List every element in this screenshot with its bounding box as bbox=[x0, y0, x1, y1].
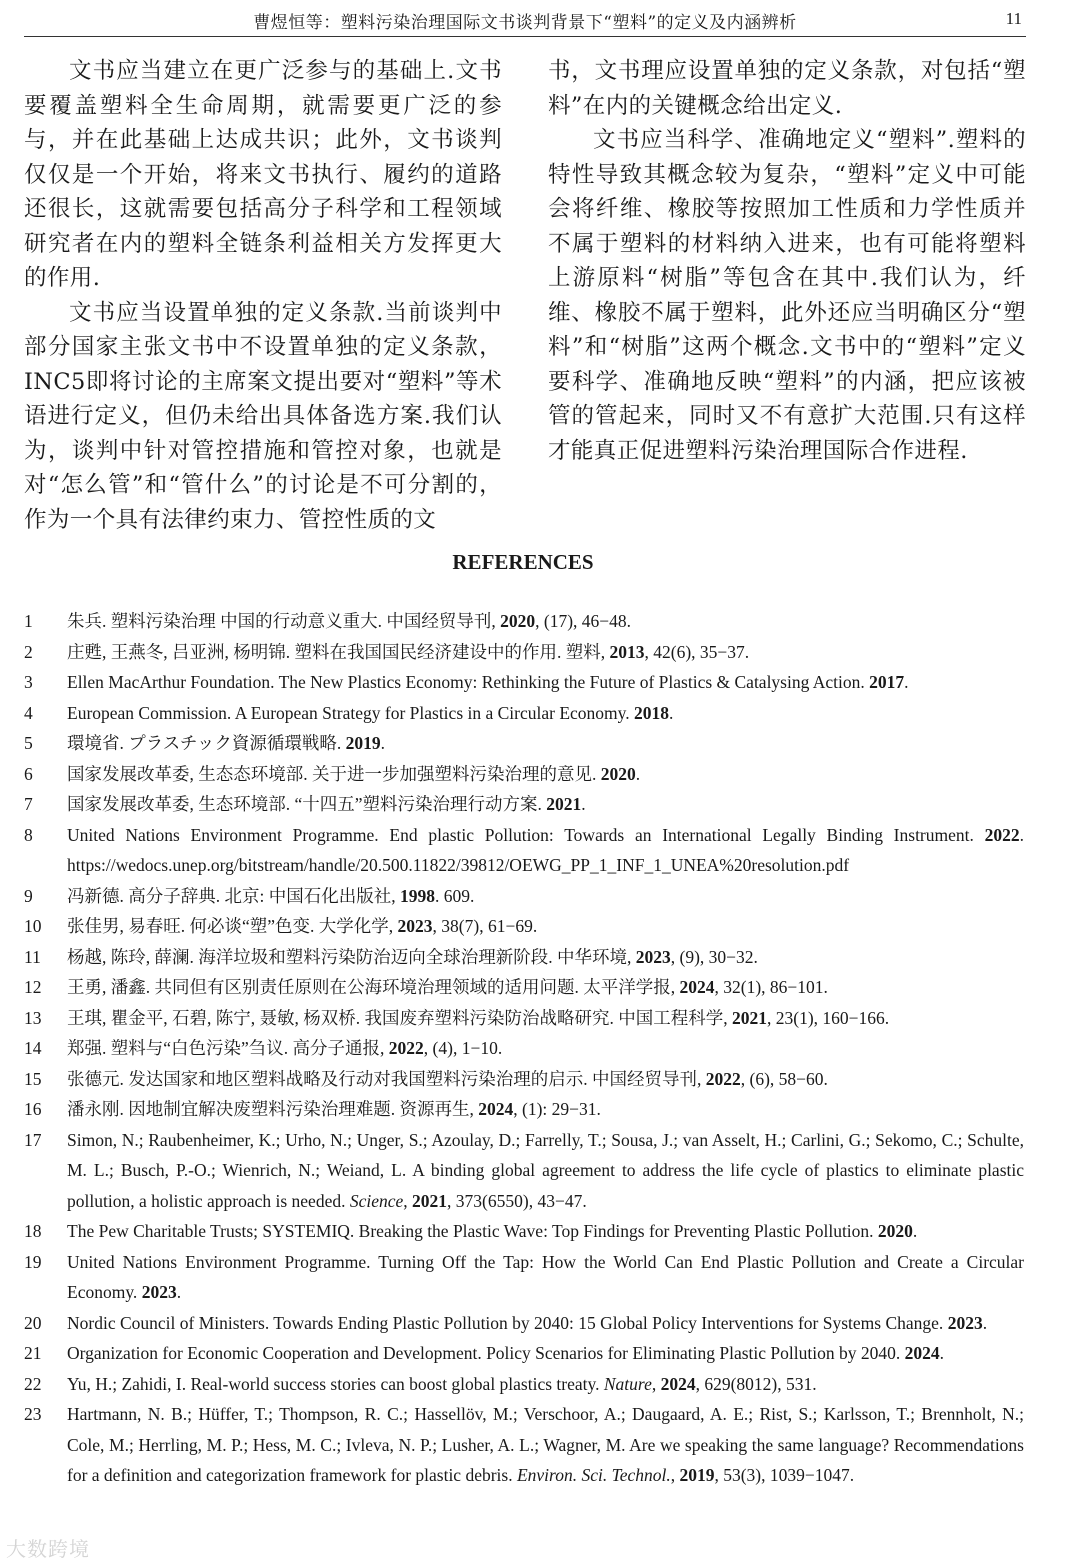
paragraph-broad-participation: 文书应当建立在更广泛参与的基础上.文书要覆盖塑料全生命周期，就需要更广泛的参与，并在此基础上达成共识；此外，文书谈判仅仅是一个开始，将来文书执行、履约的道路还很长，这就需要包括高分子科学和工程领域研究者在内的塑料全链条利益相关方发挥更大的作用. bbox=[24, 58, 502, 291]
reference-text: 国家发展改革委, 生态环境部. “十四五”塑料污染治理行动方案. bbox=[67, 794, 547, 814]
paragraph-definition-clause-continued: 书，文书理应设置单独的定义条款，对包括“塑料”在内的关键概念给出定义. bbox=[548, 58, 1026, 119]
reference-year: 1998 bbox=[400, 885, 435, 906]
reference-year: 2023 bbox=[141, 1282, 177, 1302]
paragraph-scientific-definition: 文书应当科学、准确地定义“塑料”.塑料的特性导致其概念较为复杂，“塑料”定义中可能会将纤维、橡胶等按照加工性质和力学性质并不属于塑料的材料纳入进来，也有可能将塑料上游原料“树脂”等包含在其中.我们认为，纤维、橡胶不属于塑料，此外还应当明确区分“塑料”和“树脂”这两个概念.文书中的“塑料”定义要科学、准确地反映“塑料”的内涵，把应该被管的管起来，同时又不有意扩大范围.只有这样才能真正促进塑料污染治理国际合作进程. bbox=[548, 127, 1026, 464]
reference-text: 郑强. 塑料与“白色污染”刍议. 高分子通报, bbox=[67, 1038, 389, 1058]
reference-text: 国家发展改革委, 生态态环境部. 关于进一步加强塑料污染治理的意见. bbox=[67, 763, 601, 784]
reference-text: 张德元. 发达国家和地区塑料战略及行动对我国塑料污染治理的启示. 中国经贸导刊, bbox=[67, 1068, 706, 1089]
reference-details: . bbox=[904, 672, 909, 692]
reference-details: . bbox=[635, 763, 641, 784]
reference-number: 15 bbox=[24, 1068, 42, 1089]
reference-number: 16 bbox=[24, 1099, 42, 1119]
reference-year: 2020 bbox=[877, 1221, 913, 1241]
reference-text: 環境省. プラスチック資源循環戦略. bbox=[67, 733, 346, 753]
reference-year: 2024 bbox=[660, 1373, 696, 1394]
reference-details: , 32(1), 86−101. bbox=[714, 977, 828, 997]
reference-item bbox=[24, 1338, 1024, 1369]
reference-text: 王勇, 潘鑫. 共同但有区别责任原则在公海环境治理领域的适用问题. 太平洋学报, bbox=[67, 977, 680, 997]
reference-number: 9 bbox=[24, 885, 33, 906]
reference-item bbox=[24, 1033, 1024, 1064]
reference-item bbox=[24, 1247, 1024, 1308]
reference-year: 2017 bbox=[869, 672, 905, 692]
reference-year: 2024 bbox=[478, 1099, 514, 1119]
reference-item bbox=[24, 1216, 1024, 1247]
reference-details: . bbox=[912, 1221, 918, 1241]
reference-details: . bbox=[380, 733, 385, 753]
reference-item bbox=[24, 1003, 1024, 1034]
reference-item bbox=[24, 637, 1024, 668]
reference-journal: Science bbox=[349, 1190, 404, 1211]
reference-item bbox=[24, 728, 1024, 759]
reference-item bbox=[24, 972, 1024, 1003]
reference-number: 5 bbox=[24, 733, 33, 753]
reference-details: . bbox=[581, 794, 586, 814]
reference-year: 2022 bbox=[984, 824, 1020, 845]
reference-item bbox=[24, 820, 1024, 881]
reference-number: 11 bbox=[24, 946, 41, 967]
reference-number: 12 bbox=[24, 977, 42, 997]
reference-text: Simon, N.; Raubenheimer, K.; Urho, N.; Unger, S.; Azoulay, D.; Farrelly, T.; Sousa, J.; van Asselt, H.; Carlini, G.; Sekomo, C.; Schulte, M. L.; Busch, P.-O.; Wienrich, N.; Weiand, L. A binding global agreement to address the life cycle of plastics to eliminate plastic pollution, a holistic approach is needed. bbox=[67, 1129, 1024, 1211]
reference-item bbox=[24, 698, 1024, 729]
reference-item bbox=[24, 606, 1024, 637]
reference-text: Yu, H.; Zahidi, I. Real-world success stories can boost global plastics treaty. bbox=[67, 1373, 604, 1394]
reference-year: 2024 bbox=[904, 1343, 940, 1363]
reference-item bbox=[24, 881, 1024, 912]
reference-text: United Nations Environment Programme. End plastic Pollution: Towards an International Legally Binding Instrument. bbox=[67, 824, 985, 845]
reference-number: 21 bbox=[24, 1343, 42, 1363]
reference-separator: , bbox=[670, 1465, 680, 1485]
reference-year: 2022 bbox=[388, 1038, 424, 1058]
paragraph-definition-clause: 文书应当设置单独的定义条款.当前谈判中部分国家主张文书中不设置单独的定义条款，INC5即将讨论的主席案文提出要对“塑料”等术语进行定义，但仍未给出具体备选方案.我们认为，谈判中针对管控措施和管控对象，也就是对“怎么管”和“管什么”的讨论是不可分割的，作为一个具有法律约束力、管控性质的文 bbox=[24, 299, 502, 533]
reference-text: 王琪, 瞿金平, 石碧, 陈宁, 聂敏, 杨双桥. 我国废弃塑料污染防治战略研究. 中国工程科学, bbox=[67, 1007, 732, 1028]
reference-number: 18 bbox=[24, 1221, 42, 1241]
reference-number: 23 bbox=[24, 1404, 42, 1424]
reference-item bbox=[24, 1369, 1024, 1400]
reference-number: 19 bbox=[24, 1251, 42, 1272]
reference-journal: Nature bbox=[603, 1373, 652, 1394]
reference-details: . https://wedocs.unep.org/bitstream/handle/20.500.11822/39812/OEWG_PP_1_INF_1_UNEA%20resolution.pdf bbox=[67, 824, 1024, 875]
reference-year: 2020 bbox=[600, 763, 636, 784]
reference-details: . bbox=[669, 702, 674, 723]
reference-details: , (4), 1−10. bbox=[423, 1038, 503, 1058]
reference-year: 2013 bbox=[609, 641, 645, 662]
reference-year: 2020 bbox=[500, 611, 536, 631]
reference-item bbox=[24, 1308, 1024, 1339]
reference-text: The Pew Charitable Trusts; SYSTEMIQ. Breaking the Plastic Wave: Top Findings for Preventing Plastic Pollution. bbox=[67, 1221, 878, 1241]
reference-number: 13 bbox=[24, 1007, 42, 1028]
reference-year: 2022 bbox=[705, 1068, 741, 1089]
reference-year: 2023 bbox=[397, 916, 433, 936]
reference-text: 庄甦, 王燕冬, 吕亚洲, 杨明锦. 塑料在我国国民经济建设中的作用. 塑料, bbox=[67, 641, 610, 662]
reference-year: 2021 bbox=[412, 1190, 448, 1211]
reference-number: 4 bbox=[24, 702, 33, 723]
reference-year: 2018 bbox=[634, 702, 670, 723]
page-number: 11 bbox=[1005, 9, 1022, 28]
reference-year: 2021 bbox=[732, 1007, 767, 1028]
reference-text: Organization for Economic Cooperation and Development. Policy Scenarios for Eliminating Plastic Pollution by 2040. bbox=[67, 1343, 905, 1363]
reference-text: Nordic Council of Ministers. Towards Ending Plastic Pollution by 2040: 15 Global Policy Interventions for Systems Change. bbox=[67, 1312, 948, 1333]
reference-item bbox=[24, 1125, 1024, 1217]
reference-item bbox=[24, 1094, 1024, 1125]
reference-details: , 23(1), 160−166. bbox=[767, 1007, 890, 1028]
reference-details: , (1): 29−31. bbox=[513, 1099, 601, 1119]
reference-item bbox=[24, 911, 1024, 942]
reference-year: 2023 bbox=[635, 946, 671, 967]
reference-item bbox=[24, 1399, 1024, 1491]
reference-text: 潘永刚. 因地制宜解决废塑料污染治理难题. 资源再生, bbox=[67, 1099, 479, 1119]
reference-details: , 38(7), 61−69. bbox=[432, 916, 538, 936]
reference-text: United Nations Environment Programme. Turning Off the Tap: How the World Can End Plastic Pollution and Create a Circular Economy. bbox=[67, 1251, 1024, 1302]
reference-details: , 42(6), 35−37. bbox=[644, 641, 750, 662]
reference-number: 22 bbox=[24, 1373, 42, 1394]
reference-details: , (17), 46−48. bbox=[535, 611, 632, 631]
running-header bbox=[24, 4, 1026, 37]
reference-item bbox=[24, 667, 1024, 698]
reference-text: European Commission. A European Strategy for Plastics in a Circular Economy. bbox=[67, 702, 635, 723]
reference-item bbox=[24, 942, 1024, 973]
reference-number: 8 bbox=[24, 824, 33, 845]
right-column bbox=[548, 54, 1026, 468]
reference-item bbox=[24, 789, 1024, 820]
reference-details: , (9), 30−32. bbox=[670, 946, 758, 967]
reference-text: 朱兵. 塑料污染治理 中国的行动意义重大. 中国经贸导刊, bbox=[67, 611, 501, 631]
reference-details: . bbox=[982, 1312, 988, 1333]
left-column bbox=[24, 54, 502, 537]
reference-text: 杨越, 陈玲, 薛澜. 海洋垃圾和塑料污染防治迈向全球治理新阶段. 中华环境, bbox=[67, 946, 636, 967]
reference-number: 20 bbox=[24, 1312, 42, 1333]
reference-details: , 629(8012), 531. bbox=[695, 1373, 817, 1394]
reference-journal: Environ. Sci. Technol. bbox=[516, 1465, 671, 1485]
reference-list bbox=[24, 606, 1024, 1491]
reference-number: 2 bbox=[24, 641, 33, 662]
reference-details: , 373(6550), 43−47. bbox=[447, 1190, 587, 1211]
reference-details: . bbox=[939, 1343, 944, 1363]
reference-year: 2021 bbox=[546, 794, 582, 814]
reference-year: 2024 bbox=[679, 977, 715, 997]
reference-number: 10 bbox=[24, 916, 42, 936]
reference-details: , (6), 58−60. bbox=[740, 1068, 828, 1089]
reference-number: 17 bbox=[24, 1129, 42, 1150]
reference-text: Ellen MacArthur Foundation. The New Plastics Economy: Rethinking the Future of Plastics & Catalysing Action. bbox=[67, 672, 870, 692]
watermark: 大数跨境 bbox=[6, 1537, 90, 1561]
reference-details: , 53(3), 1039−1047. bbox=[714, 1465, 855, 1485]
reference-item bbox=[24, 759, 1024, 790]
reference-number: 6 bbox=[24, 763, 33, 784]
reference-separator: , bbox=[651, 1373, 661, 1394]
reference-number: 3 bbox=[24, 672, 33, 692]
reference-text: Hartmann, N. B.; Hüffer, T.; Thompson, R. C.; Hassellöv, M.; Verschoor, A.; Daugaard, A. E.; Rist, S.; Karlsson, T.; Brennholt, N.; Cole, M.; Herrling, M. P.; Hess, M. C.; Ivleva, N. P.; Lusher, A. L.; Wagner, M. Are we speaking the same language? Recommendations for a definition and categorization framework for plastic debris. bbox=[67, 1404, 1024, 1485]
reference-number: 14 bbox=[24, 1038, 42, 1058]
reference-year: 2019 bbox=[679, 1465, 715, 1485]
reference-number: 7 bbox=[24, 794, 33, 814]
reference-text: 冯新德. 高分子辞典. 北京: 中国石化出版社, bbox=[67, 885, 400, 906]
reference-item bbox=[24, 1064, 1024, 1095]
header-title: 曹煜恒等：塑料污染治理国际文书谈判背景下“塑料”的定义及内涵辨析 bbox=[253, 13, 797, 33]
reference-text: 张佳男, 易春旺. 何必谈“塑”色变. 大学化学, bbox=[67, 916, 398, 936]
references-heading: REFERENCES bbox=[452, 550, 594, 574]
reference-number: 1 bbox=[24, 611, 33, 631]
reference-year: 2019 bbox=[345, 733, 381, 753]
reference-details: . 609. bbox=[435, 885, 475, 906]
reference-year: 2023 bbox=[947, 1312, 983, 1333]
body-columns bbox=[24, 54, 1026, 533]
reference-separator: , bbox=[403, 1190, 413, 1211]
reference-details: . bbox=[176, 1282, 182, 1302]
